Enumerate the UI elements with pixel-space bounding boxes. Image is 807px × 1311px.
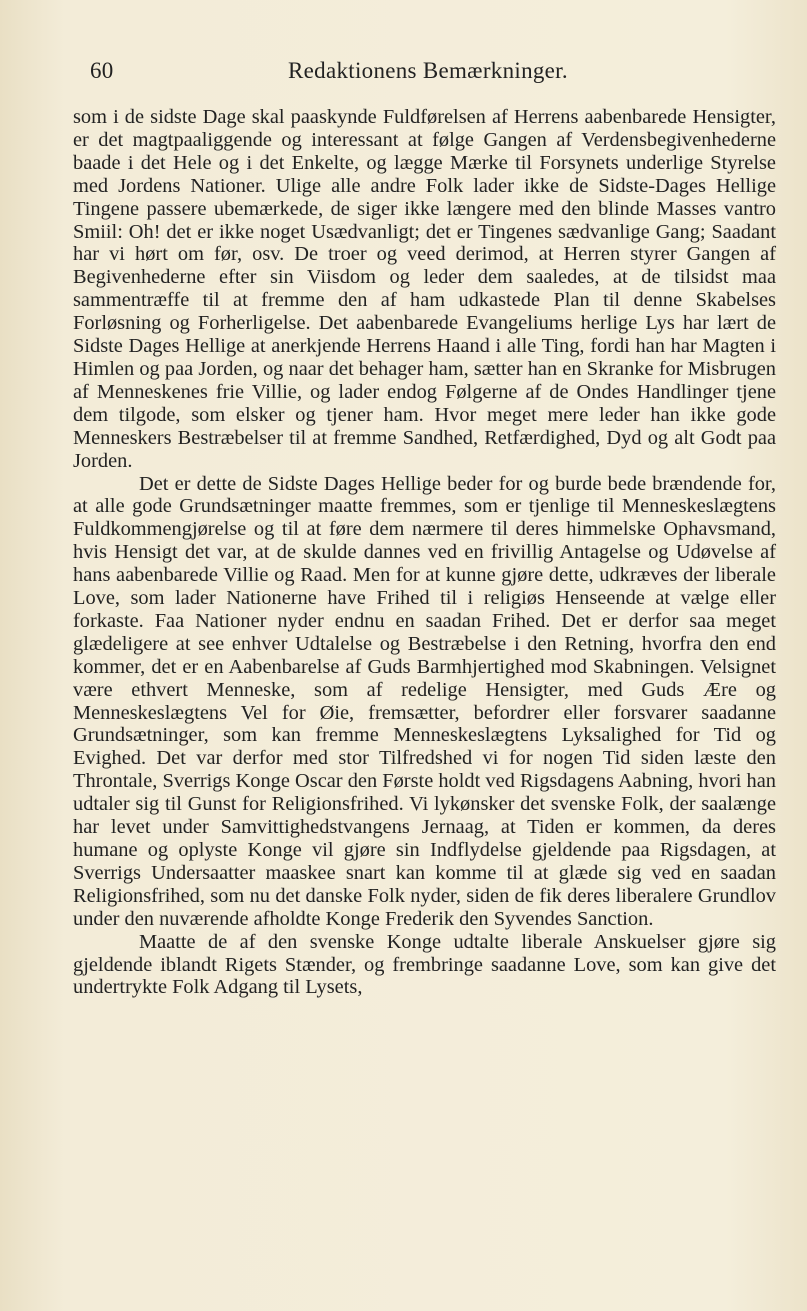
- page-number: 60: [90, 58, 114, 83]
- body-text: [73, 106, 776, 999]
- running-title: Redaktionens Bemærkninger.: [288, 58, 568, 83]
- paragraph: Maatte de af den svenske Konge udtalte liberale Anskuelser gjøre sig gjeldende iblandt Rigets Stænder, og frembringe saadanne Love, som kan give det undertrykte Folk Adgang til Lysets,: [73, 930, 776, 999]
- paragraph: som i de sidste Dage skal paaskynde Fuldførelsen af Herrens aabenbarede Hensigter, er det magtpaaliggende og interessant at følge Gangen af Verdensbegivenhederne baade i det Hele og i det Enkelte, og lægge Mærke til Forsynets underlige Styrelse med Jordens Nationer. Ulige alle andre Folk lader ikke de Sidste-Dages Hellige Tingene passere ubemærkede, de siger ikke længere med den blinde Masses vantro Smiil: Oh! det er ikke noget Usædvanligt; det er Tingenes sædvanlige Gang; Saadant har vi hørt om før, osv. De troer og veed derimod, at Herren styrer Gangen af Begivenhederne efter sin Viisdom og leder dem saaledes, at de tilsidst maa sammentræffe til at fremme den af ham udkastede Plan til denne Skabelses Forløsning og Forherligelse. Det aabenbarede Evangeliums herlige Lys har lært de Sidste Dages Hellige at anerkjende Herrens Haand i alle Ting, fordi han har Magten i Himlen og paa Jorden, og naar det behager ham, sætter han en Skranke for Misbrugen af Menneskenes frie Villie, og lader endog Følgerne af de Ondes Handlinger tjene dem tilgode, som elsker og tjener ham. Hvor meget mere leder han ikke gode Menneskers Bestræbelser til at fremme Sandhed, Retfærdighed, Dyd og alt Godt paa Jorden.: [73, 106, 776, 472]
- paragraph: Det er dette de Sidste Dages Hellige beder for og burde bede brændende for, at alle gode Grundsætninger maatte fremmes, som er tjenlige til Menneskeslægtens Fuldkommengjørelse og til at føre dem nærmere til deres himmelske Ophavsmand, hvis Hensigt det var, at de skulde dannes ved en frivillig Antagelse og Udøvelse af hans aabenbarede Villie og Raad. Men for at kunne gjøre dette, udkræves der liberale Love, som lader Nationerne have Frihed til i religiøs Henseende at vælge eller forkaste. Faa Nationer nyder endnu en saadan Frihed. Det er derfor saa meget glædeligere at see enhver Udtalelse og Bestræbelse i den Retning, hvorfra den end kommer, det er en Aabenbarelse af Guds Barmhjertighed mod Skabningen. Velsignet være ethvert Menneske, som af redelige Hensigter, med Guds Ære og Menneskeslægtens Vel for Øie, fremsætter, befordrer eller forsvarer saadanne Grundsætninger, som kan fremme Menneskeslægtens Lyksalighed for Tid og Evighed. Det var derfor med stor Tilfredshed vi for nogen Tid siden læste den Throntale, Sverrigs Konge Oscar den Første holdt ved Rigsdagens Aabning, hvori han udtaler sig til Gunst for Religionsfrihed. Vi lykønsker det svenske Folk, der saalænge har levet under Samvittighedstvangens Jernaag, at Tiden er kommen, da deres humane og oplyste Konge vil gjøre sin Indflydelse gjeldende paa Rigsdagen, at Sverrigs Undersaatter maaskee snart kan komme til at glæde sig ved en saadan Religionsfrihed, som nu det danske Folk nyder, siden de fik deres liberalere Grundlov under den nuværende afholdte Konge Frederik den Syvendes Sanction.: [73, 472, 776, 930]
